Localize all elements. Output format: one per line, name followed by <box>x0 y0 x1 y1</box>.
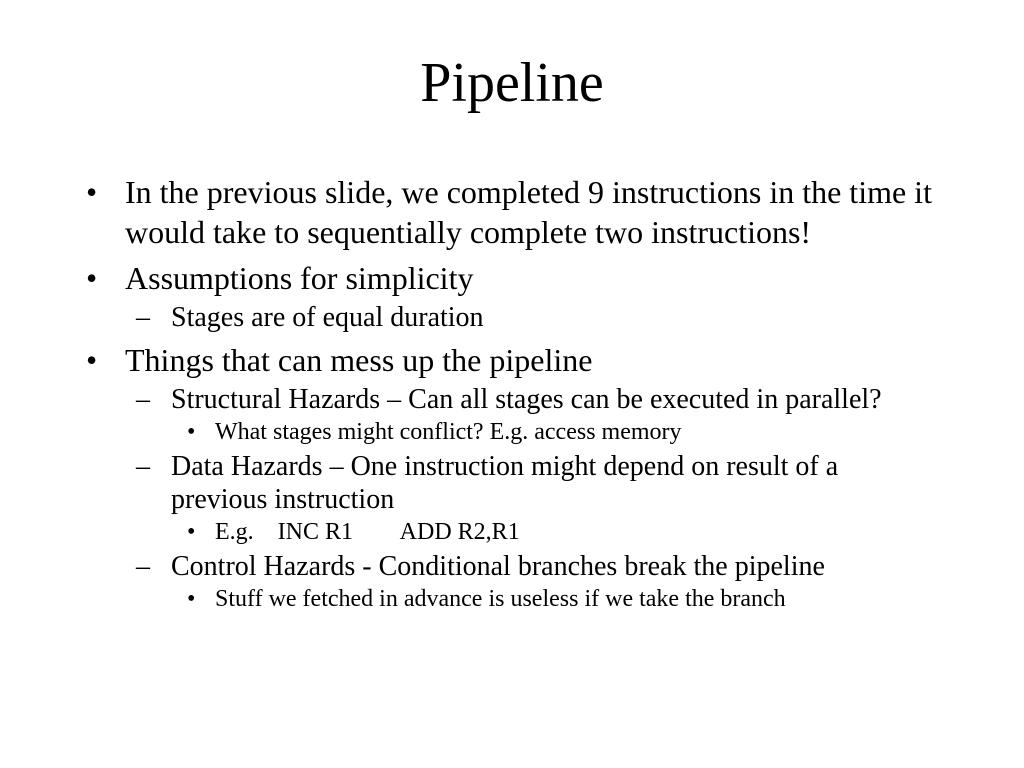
dash-item-level2 <box>80 383 940 416</box>
bullet-marker: • <box>86 174 98 210</box>
bullet-item-level1 <box>80 172 940 252</box>
dash-text: Stages are of equal duration <box>171 302 484 333</box>
dash-marker: – <box>136 384 150 415</box>
bullet-marker: • <box>187 586 196 612</box>
dash-item-level2 <box>80 301 940 334</box>
dash-marker: – <box>136 302 150 333</box>
bullet-text: Assumptions for simplicity <box>125 260 474 296</box>
dash-text: Structural Hazards – Can all stages can be executed in parallel? <box>171 384 882 415</box>
bullet-item-level3 <box>80 517 940 547</box>
bullet-marker: • <box>187 519 196 545</box>
dash-text: Data Hazards – One instruction might depend on result of a previous instruction <box>171 451 839 515</box>
bullet-item-level3 <box>80 584 940 614</box>
dash-item-level2 <box>80 550 940 583</box>
bullet-marker: • <box>187 419 196 445</box>
slide-title: Pipeline <box>420 52 604 114</box>
bullet-marker: • <box>86 342 98 378</box>
slide-content <box>80 172 940 614</box>
bullet-text: In the previous slide, we completed 9 instructions in the time it would take to sequentially complete two instructions! <box>125 174 932 250</box>
dash-marker: – <box>136 551 150 582</box>
dash-item-level2 <box>80 450 940 516</box>
bullet-text: Stuff we fetched in advance is useless if we take the branch <box>215 586 786 612</box>
dash-text: Control Hazards - Conditional branches break the pipeline <box>171 551 825 582</box>
bullet-text: Things that can mess up the pipeline <box>125 342 593 378</box>
bullet-item-level3 <box>80 417 940 447</box>
bullet-text: What stages might conflict? E.g. access memory <box>215 419 682 445</box>
bullet-text: E.g. INC R1 ADD R2,R1 <box>215 519 520 545</box>
bullet-marker: • <box>86 260 98 296</box>
dash-marker: – <box>136 451 150 482</box>
bullet-item-level1 <box>80 258 940 298</box>
bullet-item-level1 <box>80 340 940 380</box>
